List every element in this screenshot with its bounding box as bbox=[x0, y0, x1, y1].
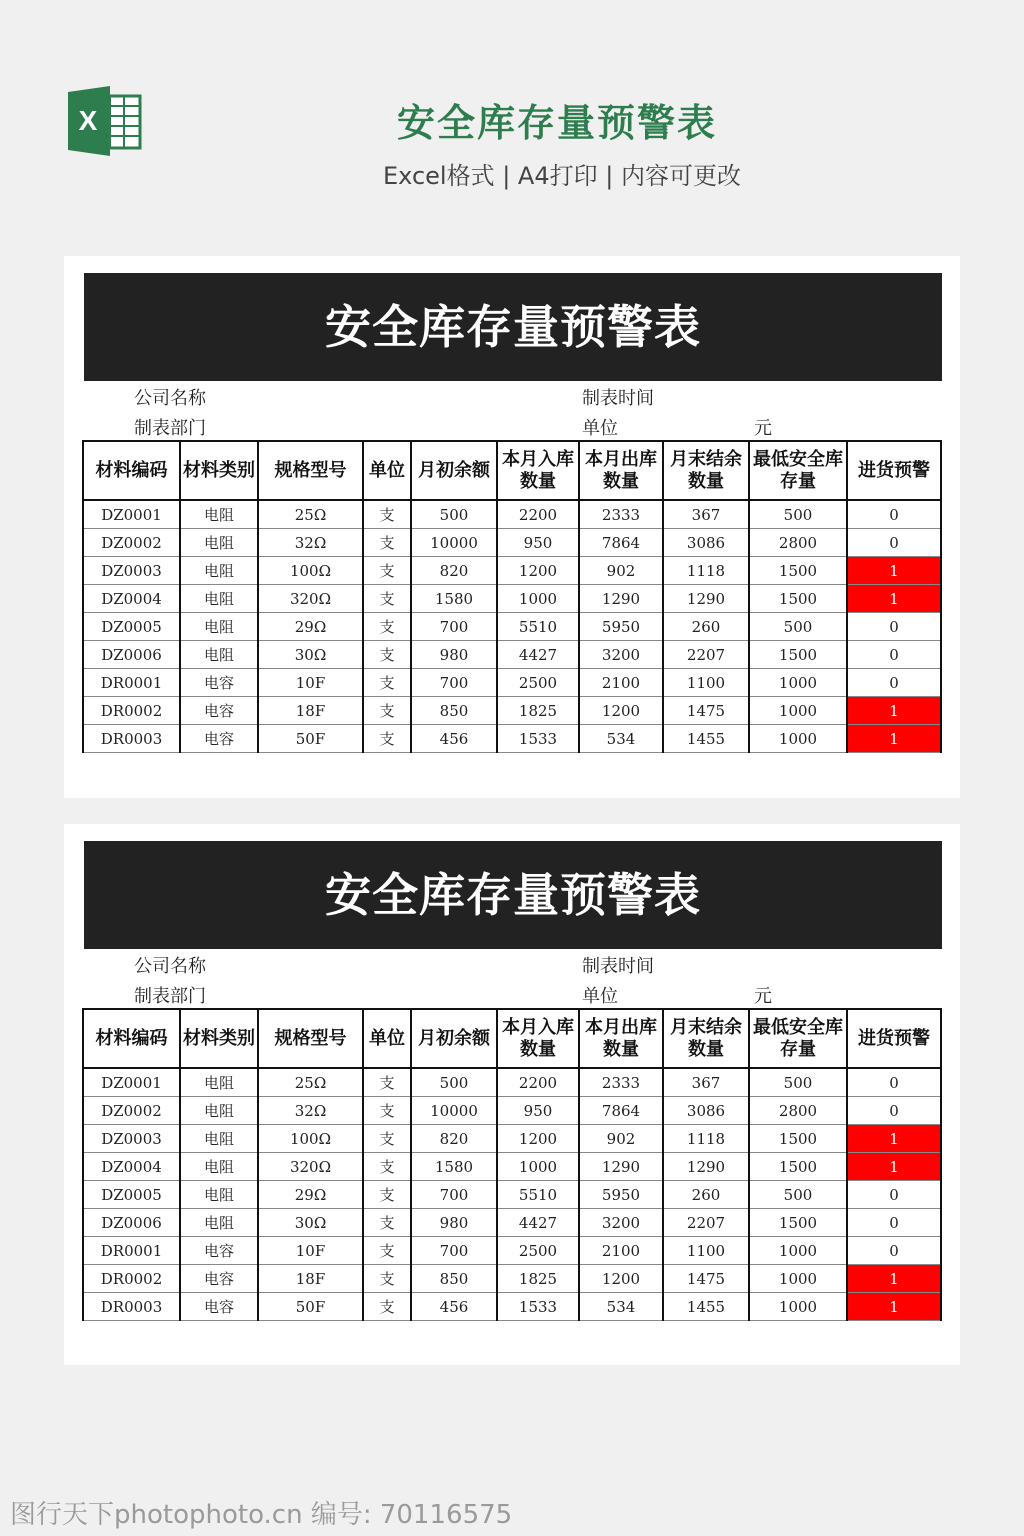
table-cell: 850 bbox=[411, 697, 497, 725]
table-cell: DZ0005 bbox=[83, 1181, 180, 1209]
table-cell: 1500 bbox=[749, 585, 847, 613]
table-cell: 电容 bbox=[180, 669, 258, 697]
table-cell: 1100 bbox=[663, 1237, 749, 1265]
table-cell: 电阻 bbox=[180, 1181, 258, 1209]
unit-value: 元 bbox=[754, 418, 772, 439]
table-cell: 支 bbox=[363, 1181, 411, 1209]
column-header: 单位 bbox=[363, 1009, 411, 1068]
table-cell: 1000 bbox=[497, 585, 579, 613]
table-cell: 电阻 bbox=[180, 1153, 258, 1181]
table-cell: 电阻 bbox=[180, 529, 258, 557]
table-cell: 电容 bbox=[180, 697, 258, 725]
column-header: 进货预警 bbox=[847, 1009, 941, 1068]
sheet-banner-title: 安全库存量预警表 bbox=[84, 841, 942, 949]
table-row bbox=[83, 1068, 941, 1097]
table-cell: 1290 bbox=[579, 585, 663, 613]
table-cell: 2100 bbox=[579, 669, 663, 697]
table-row bbox=[83, 697, 941, 725]
table-cell: 700 bbox=[411, 1181, 497, 1209]
table-cell: 0 bbox=[847, 1181, 941, 1209]
table-cell: 32Ω bbox=[258, 529, 363, 557]
table-row bbox=[83, 725, 941, 753]
table-row bbox=[83, 613, 941, 641]
table-cell: 10000 bbox=[411, 529, 497, 557]
table-cell: 1 bbox=[847, 557, 941, 585]
table-cell: 0 bbox=[847, 500, 941, 529]
page-title: 安全库存量预警表 bbox=[396, 101, 717, 145]
table-cell: 980 bbox=[411, 1209, 497, 1237]
created-time-label: 制表时间 bbox=[582, 956, 654, 977]
table-cell: 1825 bbox=[497, 1265, 579, 1293]
table-cell: 1500 bbox=[749, 1125, 847, 1153]
table-row bbox=[83, 1153, 941, 1181]
table-cell: 0 bbox=[847, 669, 941, 697]
column-header: 材料编码 bbox=[83, 441, 180, 500]
table-cell: 电阻 bbox=[180, 585, 258, 613]
table-cell: 18F bbox=[258, 697, 363, 725]
table-cell: 320Ω bbox=[258, 585, 363, 613]
column-header: 规格型号 bbox=[258, 441, 363, 500]
table-cell: 500 bbox=[411, 1068, 497, 1097]
table-row bbox=[83, 1181, 941, 1209]
watermark-text: 图行天下photophoto.cn 编号: 70116575 bbox=[10, 1500, 513, 1530]
table-cell: 电阻 bbox=[180, 1125, 258, 1153]
table-cell: DR0002 bbox=[83, 1265, 180, 1293]
table-cell: 50F bbox=[258, 725, 363, 753]
column-header: 最低安全库存量 bbox=[749, 441, 847, 500]
table-cell: 1475 bbox=[663, 1265, 749, 1293]
column-header: 本月入库数量 bbox=[497, 1009, 579, 1068]
table-cell: 850 bbox=[411, 1265, 497, 1293]
table-cell: 支 bbox=[363, 1125, 411, 1153]
table-cell: 29Ω bbox=[258, 1181, 363, 1209]
table-cell: 0 bbox=[847, 529, 941, 557]
table-cell: 456 bbox=[411, 1293, 497, 1321]
table-cell: 260 bbox=[663, 613, 749, 641]
table-row bbox=[83, 1097, 941, 1125]
table-cell: 支 bbox=[363, 1153, 411, 1181]
table-cell: 30Ω bbox=[258, 641, 363, 669]
table-cell: DR0001 bbox=[83, 669, 180, 697]
table-row bbox=[83, 557, 941, 585]
table-cell: 534 bbox=[579, 725, 663, 753]
table-cell: 1200 bbox=[579, 1265, 663, 1293]
table-cell: 支 bbox=[363, 613, 411, 641]
table-cell: 29Ω bbox=[258, 613, 363, 641]
table-cell: 1 bbox=[847, 1125, 941, 1153]
table-cell: DR0003 bbox=[83, 725, 180, 753]
inventory-table bbox=[82, 440, 942, 753]
table-cell: 1500 bbox=[749, 1153, 847, 1181]
table-cell: 1290 bbox=[579, 1153, 663, 1181]
table-cell: 5510 bbox=[497, 1181, 579, 1209]
table-cell: 7864 bbox=[579, 1097, 663, 1125]
column-header: 进货预警 bbox=[847, 441, 941, 500]
table-cell: 700 bbox=[411, 669, 497, 697]
table-cell: DR0003 bbox=[83, 1293, 180, 1321]
column-header: 本月出库数量 bbox=[579, 1009, 663, 1068]
table-cell: 1000 bbox=[749, 669, 847, 697]
table-cell: 5950 bbox=[579, 613, 663, 641]
table-cell: 320Ω bbox=[258, 1153, 363, 1181]
sheet-preview-2 bbox=[64, 824, 960, 1365]
table-cell: 1290 bbox=[663, 585, 749, 613]
table-cell: DZ0001 bbox=[83, 500, 180, 529]
table-cell: 500 bbox=[749, 500, 847, 529]
table-cell: 25Ω bbox=[258, 500, 363, 529]
table-cell: DZ0001 bbox=[83, 1068, 180, 1097]
table-cell: 支 bbox=[363, 529, 411, 557]
table-cell: 1100 bbox=[663, 669, 749, 697]
table-cell: 3200 bbox=[579, 641, 663, 669]
table-cell: 1455 bbox=[663, 725, 749, 753]
table-cell: 电阻 bbox=[180, 613, 258, 641]
table-cell: 支 bbox=[363, 697, 411, 725]
table-cell: DZ0005 bbox=[83, 613, 180, 641]
table-cell: 500 bbox=[411, 500, 497, 529]
unit-label: 单位 bbox=[582, 418, 618, 439]
table-cell: DZ0002 bbox=[83, 1097, 180, 1125]
table-cell: 2200 bbox=[497, 1068, 579, 1097]
column-header: 材料编码 bbox=[83, 1009, 180, 1068]
table-cell: 10F bbox=[258, 1237, 363, 1265]
table-cell: 1000 bbox=[497, 1153, 579, 1181]
table-header-row bbox=[83, 1009, 941, 1068]
table-cell: 支 bbox=[363, 725, 411, 753]
table-row bbox=[83, 1209, 941, 1237]
table-cell: 0 bbox=[847, 1068, 941, 1097]
table-cell: 2100 bbox=[579, 1237, 663, 1265]
table-cell: 1000 bbox=[749, 1237, 847, 1265]
table-cell: 820 bbox=[411, 1125, 497, 1153]
table-cell: 902 bbox=[579, 1125, 663, 1153]
table-cell: 1500 bbox=[749, 1209, 847, 1237]
table-cell: 1 bbox=[847, 585, 941, 613]
table-cell: 电阻 bbox=[180, 641, 258, 669]
table-cell: 1500 bbox=[749, 641, 847, 669]
table-cell: 支 bbox=[363, 500, 411, 529]
table-cell: 支 bbox=[363, 1265, 411, 1293]
table-cell: 电阻 bbox=[180, 1209, 258, 1237]
table-cell: 0 bbox=[847, 641, 941, 669]
table-cell: 367 bbox=[663, 1068, 749, 1097]
table-cell: 3086 bbox=[663, 1097, 749, 1125]
column-header: 本月出库数量 bbox=[579, 441, 663, 500]
table-cell: 2207 bbox=[663, 641, 749, 669]
table-cell: 0 bbox=[847, 1209, 941, 1237]
department-label: 制表部门 bbox=[134, 418, 206, 439]
table-cell: 1 bbox=[847, 1153, 941, 1181]
table-row bbox=[83, 1125, 941, 1153]
table-cell: 支 bbox=[363, 557, 411, 585]
table-cell: 10000 bbox=[411, 1097, 497, 1125]
table-cell: 4427 bbox=[497, 1209, 579, 1237]
table-cell: 100Ω bbox=[258, 557, 363, 585]
table-cell: 1 bbox=[847, 725, 941, 753]
table-cell: 电容 bbox=[180, 1237, 258, 1265]
table-cell: 700 bbox=[411, 1237, 497, 1265]
table-cell: 1000 bbox=[749, 1293, 847, 1321]
inventory-table bbox=[82, 1008, 942, 1321]
table-cell: 10F bbox=[258, 669, 363, 697]
page-subtitle: Excel格式 | A4打印 | 内容可更改 bbox=[383, 162, 741, 190]
table-cell: 1200 bbox=[497, 1125, 579, 1153]
table-cell: 2333 bbox=[579, 500, 663, 529]
table-cell: 1533 bbox=[497, 725, 579, 753]
table-row bbox=[83, 585, 941, 613]
table-cell: 支 bbox=[363, 1068, 411, 1097]
table-cell: 3200 bbox=[579, 1209, 663, 1237]
table-cell: 1500 bbox=[749, 557, 847, 585]
table-cell: 支 bbox=[363, 1293, 411, 1321]
table-cell: DZ0006 bbox=[83, 1209, 180, 1237]
unit-label: 单位 bbox=[582, 986, 618, 1007]
table-cell: 980 bbox=[411, 641, 497, 669]
table-cell: 1118 bbox=[663, 1125, 749, 1153]
table-cell: 25Ω bbox=[258, 1068, 363, 1097]
table-cell: 1 bbox=[847, 697, 941, 725]
table-cell: 电阻 bbox=[180, 500, 258, 529]
page-header bbox=[0, 0, 1024, 220]
table-cell: 32Ω bbox=[258, 1097, 363, 1125]
table-cell: 1455 bbox=[663, 1293, 749, 1321]
table-cell: DZ0002 bbox=[83, 529, 180, 557]
column-header: 材料类别 bbox=[180, 1009, 258, 1068]
table-cell: 支 bbox=[363, 641, 411, 669]
table-cell: 260 bbox=[663, 1181, 749, 1209]
table-row bbox=[83, 529, 941, 557]
table-cell: DR0002 bbox=[83, 697, 180, 725]
table-cell: 支 bbox=[363, 1097, 411, 1125]
table-cell: 0 bbox=[847, 613, 941, 641]
table-cell: 电阻 bbox=[180, 557, 258, 585]
table-cell: 1 bbox=[847, 1265, 941, 1293]
table-cell: 2500 bbox=[497, 1237, 579, 1265]
table-cell: 820 bbox=[411, 557, 497, 585]
table-cell: 2200 bbox=[497, 500, 579, 529]
table-cell: DZ0004 bbox=[83, 1153, 180, 1181]
table-cell: 1000 bbox=[749, 1265, 847, 1293]
table-cell: 1000 bbox=[749, 725, 847, 753]
table-cell: 100Ω bbox=[258, 1125, 363, 1153]
table-cell: 1 bbox=[847, 1293, 941, 1321]
table-cell: DZ0004 bbox=[83, 585, 180, 613]
column-header: 材料类别 bbox=[180, 441, 258, 500]
table-cell: 0 bbox=[847, 1237, 941, 1265]
table-cell: 电阻 bbox=[180, 1068, 258, 1097]
column-header: 本月入库数量 bbox=[497, 441, 579, 500]
table-cell: 534 bbox=[579, 1293, 663, 1321]
table-cell: 2333 bbox=[579, 1068, 663, 1097]
table-cell: 7864 bbox=[579, 529, 663, 557]
table-cell: 50F bbox=[258, 1293, 363, 1321]
table-cell: 3086 bbox=[663, 529, 749, 557]
table-row bbox=[83, 669, 941, 697]
table-cell: 电容 bbox=[180, 725, 258, 753]
column-header: 月初余额 bbox=[411, 1009, 497, 1068]
table-row bbox=[83, 1237, 941, 1265]
column-header: 月末结余数量 bbox=[663, 441, 749, 500]
table-cell: 1825 bbox=[497, 697, 579, 725]
table-cell: 2500 bbox=[497, 669, 579, 697]
table-row bbox=[83, 641, 941, 669]
table-cell: 1200 bbox=[579, 697, 663, 725]
table-cell: 2800 bbox=[749, 529, 847, 557]
column-header: 最低安全库存量 bbox=[749, 1009, 847, 1068]
table-cell: 950 bbox=[497, 529, 579, 557]
table-cell: 1000 bbox=[749, 697, 847, 725]
table-row bbox=[83, 1293, 941, 1321]
table-cell: 1200 bbox=[497, 557, 579, 585]
svg-text:X: X bbox=[78, 105, 98, 136]
sheet-banner-title: 安全库存量预警表 bbox=[84, 273, 942, 381]
column-header: 月初余额 bbox=[411, 441, 497, 500]
table-cell: 电容 bbox=[180, 1293, 258, 1321]
table-cell: 2207 bbox=[663, 1209, 749, 1237]
table-cell: 1475 bbox=[663, 697, 749, 725]
table-cell: 950 bbox=[497, 1097, 579, 1125]
column-header: 规格型号 bbox=[258, 1009, 363, 1068]
table-cell: 367 bbox=[663, 500, 749, 529]
table-cell: 456 bbox=[411, 725, 497, 753]
table-cell: 电阻 bbox=[180, 1097, 258, 1125]
column-header: 单位 bbox=[363, 441, 411, 500]
table-cell: 1118 bbox=[663, 557, 749, 585]
table-cell: DZ0003 bbox=[83, 557, 180, 585]
table-cell: 902 bbox=[579, 557, 663, 585]
company-name-label: 公司名称 bbox=[134, 388, 206, 409]
table-cell: 18F bbox=[258, 1265, 363, 1293]
table-cell: 500 bbox=[749, 1181, 847, 1209]
table-cell: DZ0006 bbox=[83, 641, 180, 669]
created-time-label: 制表时间 bbox=[582, 388, 654, 409]
table-cell: 1290 bbox=[663, 1153, 749, 1181]
table-cell: 700 bbox=[411, 613, 497, 641]
table-cell: DZ0003 bbox=[83, 1125, 180, 1153]
table-cell: 支 bbox=[363, 1209, 411, 1237]
table-cell: 30Ω bbox=[258, 1209, 363, 1237]
table-cell: 500 bbox=[749, 1068, 847, 1097]
company-name-label: 公司名称 bbox=[134, 956, 206, 977]
table-cell: 1580 bbox=[411, 1153, 497, 1181]
table-cell: 0 bbox=[847, 1097, 941, 1125]
table-cell: 支 bbox=[363, 669, 411, 697]
table-cell: 5950 bbox=[579, 1181, 663, 1209]
table-cell: 4427 bbox=[497, 641, 579, 669]
table-cell: 2800 bbox=[749, 1097, 847, 1125]
department-label: 制表部门 bbox=[134, 986, 206, 1007]
table-row bbox=[83, 500, 941, 529]
table-cell: 500 bbox=[749, 613, 847, 641]
unit-value: 元 bbox=[754, 986, 772, 1007]
table-header-row bbox=[83, 441, 941, 500]
sheet-preview-1 bbox=[64, 256, 960, 798]
table-cell: 1580 bbox=[411, 585, 497, 613]
table-cell: 支 bbox=[363, 585, 411, 613]
table-cell: DR0001 bbox=[83, 1237, 180, 1265]
table-cell: 1533 bbox=[497, 1293, 579, 1321]
table-cell: 5510 bbox=[497, 613, 579, 641]
table-cell: 电容 bbox=[180, 1265, 258, 1293]
table-cell: 支 bbox=[363, 1237, 411, 1265]
table-row bbox=[83, 1265, 941, 1293]
column-header: 月末结余数量 bbox=[663, 1009, 749, 1068]
